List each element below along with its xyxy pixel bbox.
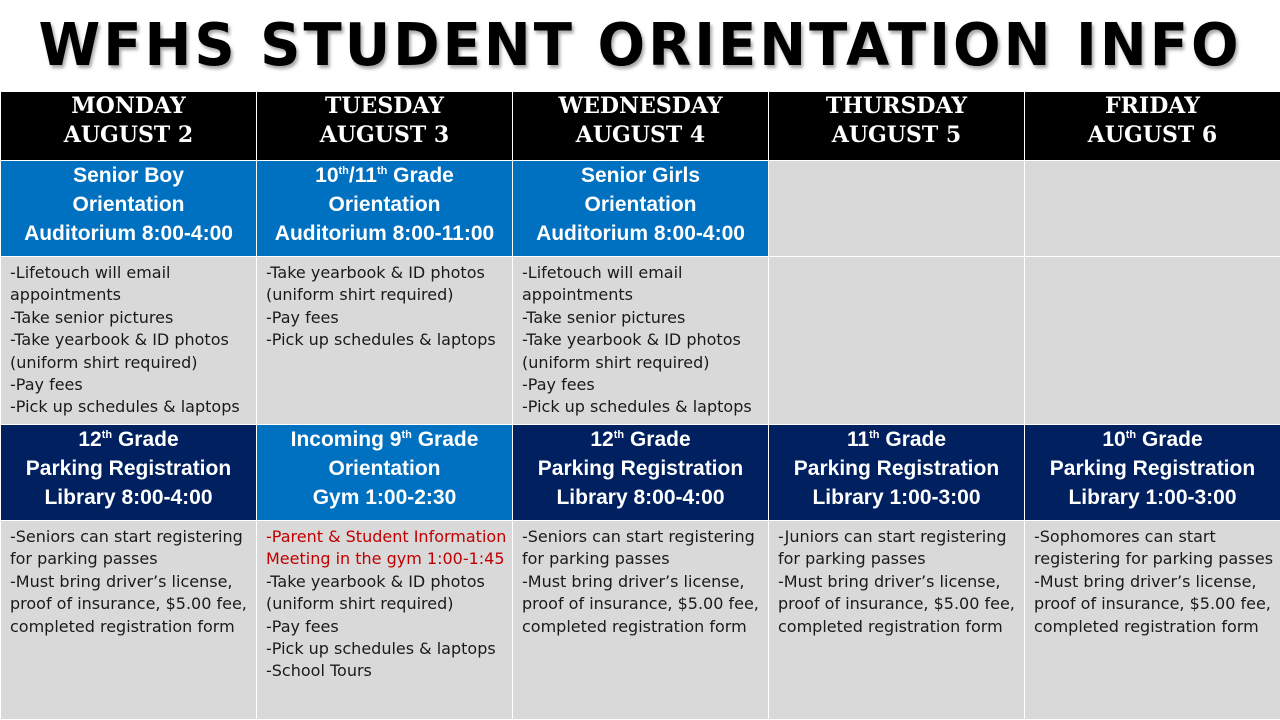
event-title-rest: Grade — [411, 428, 479, 451]
detail-line: -Pay fees — [266, 616, 339, 636]
detail-line: -Pick up schedules & laptops — [522, 397, 752, 417]
detail-line-highlight: -Parent & Student Information — [266, 527, 507, 546]
ordinal-suffix: th — [869, 429, 880, 441]
day-name: THURSDAY — [825, 93, 968, 119]
detail-line: -Pay fees — [522, 375, 595, 395]
event-location-time: Library 1:00-3:00 — [1068, 486, 1237, 509]
grade-number: 10 — [315, 164, 339, 187]
event-location-time: Library 8:00-4:00 — [556, 486, 725, 509]
event-location-time: Library 8:00-4:00 — [44, 486, 213, 509]
detail-line: (uniform shirt required) — [266, 285, 454, 305]
event-senior-girls-orientation — [513, 161, 769, 257]
detail-line: proof of insurance, $5.00 fee, — [778, 594, 1015, 614]
detail-row-2 — [1, 521, 1280, 720]
event-title-start: Incoming 9 — [290, 428, 402, 451]
event-title-rest: Grade — [879, 428, 947, 451]
day-header-wednesday — [513, 92, 769, 161]
empty-cell — [769, 257, 1025, 425]
event-location-time: Auditorium 8:00-4:00 — [536, 222, 745, 245]
day-name: FRIDAY — [1105, 93, 1200, 119]
ordinal-suffix: th — [1125, 429, 1137, 441]
event-title — [1, 425, 256, 454]
detail-line: -Lifetouch will email — [522, 263, 683, 282]
event-title — [257, 161, 512, 190]
detail-line: completed registration form — [10, 616, 235, 636]
empty-cell — [1025, 161, 1280, 257]
details-wednesday-2 — [513, 521, 769, 720]
detail-line: -Pick up schedules & laptops — [266, 330, 496, 350]
detail-line: -Must bring driver’s license, — [1034, 571, 1257, 591]
detail-line: appointments — [10, 285, 121, 305]
event-row-2 — [1, 425, 1280, 521]
detail-line: -Pick up schedules & laptops — [266, 639, 496, 659]
detail-line: proof of insurance, $5.00 fee, — [1034, 594, 1271, 614]
details-wednesday-1 — [513, 257, 769, 425]
event-senior-boy-orientation — [1, 161, 257, 257]
ordinal-suffix: th — [401, 429, 412, 441]
day-date: AUGUST 6 — [1087, 122, 1218, 148]
detail-line: completed registration form — [1034, 616, 1259, 636]
details-tuesday-2 — [257, 521, 513, 720]
detail-line: -Take yearbook & ID photos — [522, 330, 741, 350]
day-header-friday — [1025, 92, 1280, 161]
event-subtitle: Parking Registration — [537, 457, 744, 480]
detail-line: (uniform shirt required) — [522, 352, 710, 372]
detail-line: for parking passes — [522, 549, 670, 569]
event-subtitle: Orientation — [328, 193, 441, 216]
event-subtitle: Parking Registration — [25, 457, 232, 480]
detail-line: -Pay fees — [266, 307, 339, 327]
detail-line: -Must bring driver’s license, — [10, 571, 233, 591]
ordinal-suffix: th — [376, 165, 388, 177]
detail-line: registering for parking passes — [1034, 549, 1274, 569]
grade-number: /11 — [348, 164, 377, 187]
event-subtitle: Orientation — [72, 193, 185, 216]
detail-line: -Take yearbook & ID photos — [10, 330, 229, 350]
event-12th-grade-parking-registration — [1, 425, 257, 521]
details-friday-2 — [1025, 521, 1280, 720]
event-location-time: Library 1:00-3:00 — [812, 486, 981, 509]
ordinal-suffix: th — [613, 429, 625, 441]
event-title: Senior Girls — [580, 164, 701, 187]
day-date: AUGUST 4 — [575, 122, 706, 148]
empty-cell — [1025, 257, 1280, 425]
detail-line-highlight: Meeting in the gym 1:00-1:45 — [266, 549, 505, 569]
detail-line: -School Tours — [266, 661, 372, 681]
grade-number: 10 — [1102, 428, 1126, 451]
day-name: WEDNESDAY — [558, 93, 723, 119]
event-12th-grade-parking-registration — [513, 425, 769, 521]
day-header-thursday — [769, 92, 1025, 161]
detail-line: -Take yearbook & ID photos — [266, 263, 485, 282]
event-incoming-9th-grade-orientation — [257, 425, 513, 521]
event-title-rest: Grade — [387, 164, 454, 187]
event-row-1 — [1, 161, 1280, 257]
details-tuesday-1 — [257, 257, 513, 425]
event-title — [257, 425, 512, 454]
grade-number: 11 — [846, 428, 870, 451]
grade-number: 12 — [78, 428, 102, 451]
event-title — [1025, 425, 1280, 454]
ordinal-suffix: th — [101, 429, 113, 441]
event-title — [769, 425, 1024, 454]
page-title: WFHS STUDENT ORIENTATION INFO — [38, 10, 1242, 80]
detail-line: -Lifetouch will email — [10, 263, 171, 282]
event-10th-grade-parking-registration — [1025, 425, 1280, 521]
day-date: AUGUST 5 — [831, 122, 962, 148]
event-location-time: Gym 1:00-2:30 — [312, 486, 457, 509]
event-subtitle: Orientation — [584, 193, 697, 216]
day-header-row — [1, 92, 1280, 161]
detail-row-1 — [1, 257, 1280, 425]
day-header-monday — [1, 92, 257, 161]
event-title-rest: Grade — [112, 428, 179, 451]
event-title-rest: Grade — [624, 428, 691, 451]
detail-line: -Sophomores can start — [1034, 527, 1216, 546]
detail-line: proof of insurance, $5.00 fee, — [522, 594, 759, 614]
detail-line: proof of insurance, $5.00 fee, — [10, 594, 247, 614]
detail-line: -Take senior pictures — [10, 307, 174, 327]
event-subtitle: Orientation — [328, 457, 441, 480]
schedule-table — [0, 91, 1280, 720]
day-name: MONDAY — [71, 93, 186, 119]
details-thursday-2 — [769, 521, 1025, 720]
event-title: Senior Boy — [73, 164, 184, 187]
event-title — [513, 425, 768, 454]
day-name: TUESDAY — [325, 93, 444, 119]
detail-line: (uniform shirt required) — [266, 594, 454, 614]
detail-line: for parking passes — [778, 549, 926, 569]
detail-line: -Pick up schedules & laptops — [10, 397, 240, 417]
event-11th-grade-parking-registration — [769, 425, 1025, 521]
event-subtitle: Parking Registration — [793, 457, 1000, 480]
event-location-time: Auditorium 8:00-4:00 — [24, 222, 233, 245]
detail-line: -Take senior pictures — [522, 307, 686, 327]
event-10th-11th-grade-orientation — [257, 161, 513, 257]
event-subtitle: Parking Registration — [1049, 457, 1256, 480]
detail-line: for parking passes — [10, 549, 158, 569]
detail-line: -Seniors can start registering — [10, 527, 243, 546]
grade-number: 12 — [590, 428, 614, 451]
detail-line: (uniform shirt required) — [10, 352, 198, 372]
day-header-tuesday — [257, 92, 513, 161]
day-date: AUGUST 3 — [319, 122, 450, 148]
details-monday-1 — [1, 257, 257, 425]
detail-line: -Juniors can start registering — [778, 527, 1007, 546]
details-monday-2 — [1, 521, 257, 720]
detail-line: completed registration form — [778, 616, 1003, 636]
detail-line: -Pay fees — [10, 375, 83, 395]
detail-line: completed registration form — [522, 616, 747, 636]
detail-line: -Must bring driver’s license, — [522, 571, 745, 591]
detail-line: -Take yearbook & ID photos — [266, 571, 485, 591]
event-title-rest: Grade — [1136, 428, 1203, 451]
detail-line: appointments — [522, 285, 633, 305]
day-date: AUGUST 2 — [63, 122, 194, 148]
event-location-time: Auditorium 8:00-11:00 — [274, 222, 495, 245]
detail-line: -Must bring driver’s license, — [778, 571, 1001, 591]
ordinal-suffix: th — [338, 165, 349, 177]
detail-line: -Seniors can start registering — [522, 527, 755, 546]
empty-cell — [769, 161, 1025, 257]
